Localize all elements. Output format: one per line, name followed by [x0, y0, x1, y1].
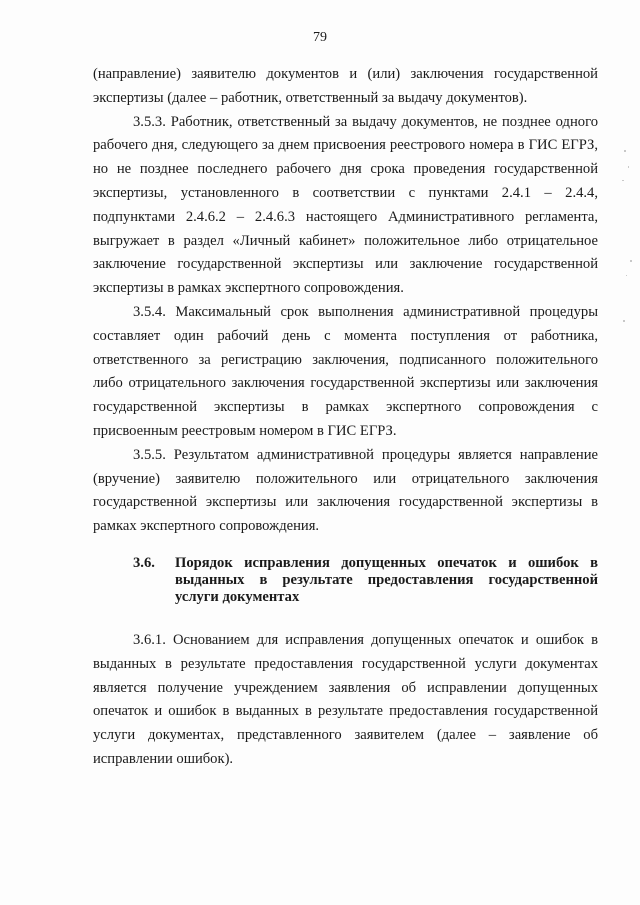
heading-spacer — [93, 606, 598, 629]
paragraph-3-5-5: 3.5.5. Результатом административной процедуры является направление (вручение) заявителю положительного или отрицательного заключения государственной экспертизы или заключения государственной экспертизы в рамках экспертного сопровождения. — [93, 446, 598, 535]
paragraph-continuation: (направление) заявителю документов и (или) заключения государственной экспертизы (далее – работник, ответственный за выдачу документов). — [93, 66, 598, 106]
document-body — [93, 63, 598, 772]
paragraph-3-6-1: 3.6.1. Основанием для исправления допущенных опечаток и ошибок в выданных в результате предоставления государственной услуги документах является получение учреждением заявления об исправлении допущенных опечаток и ошибок в выданных в результате предоставления государственной услуги документах, представленного заявителем (далее – заявление об исправлении ошибок). — [93, 631, 598, 767]
section-number: 3.6. — [133, 554, 155, 571]
page-number: 79 — [313, 30, 327, 45]
paragraph-3-5-4: 3.5.4. Максимальный срок выполнения административной процедуры составляет один рабочий день с момента поступления от работника, ответственного за регистрацию заключения, подписанного положительного либо отрицательного заключения государственной экспертизы или заключения государственной экспертизы в рамках экспертного сопровождения с присвоенным реестровым номером в ГИС ЕГРЗ. — [93, 303, 598, 439]
section-heading — [93, 555, 598, 606]
scan-noise — [620, 140, 634, 340]
section-title: Порядок исправления допущенных опечаток и ошибок в выданных в результате предоставления государственной услуги документах — [175, 554, 598, 605]
paragraph-3-5-3: 3.5.3. Работник, ответственный за выдачу документов, не позднее одного рабочего дня, следующего за днем присвоения реестрового номера в ГИС ЕГРЗ, но не позднее последнего рабочего дня срока проведения государственной экспертизы, установленного в соответствии с пунктами 2.4.1 – 2.4.4, подпунктами 2.4.6.2 – 2.4.6.3 настоящего Административного регламента, выгружает в раздел «Личный кабинет» положительное либо отрицательное заключение государственной экспертизы или заключение государственной экспертизы в рамках экспертного сопровождения. — [93, 113, 598, 297]
